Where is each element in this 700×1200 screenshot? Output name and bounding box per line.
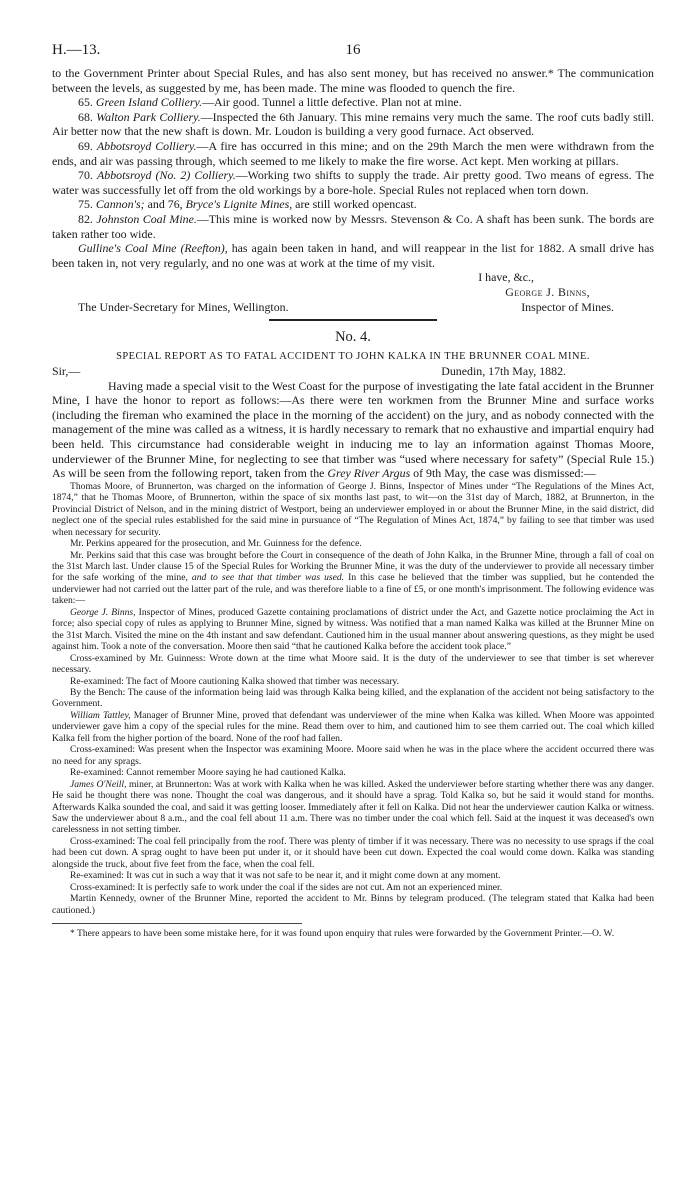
paragraph-mine-75: 75. Cannon's; and 76, Bryce's Lignite Mines, are still worked opencast. — [78, 197, 417, 212]
report-paragraph: Cross-examined by Mr. Guinness: Wrote down at the time what Moore said. It is the duty of the underviewer to see that timber is set wherever necessary. — [52, 652, 654, 676]
paragraph: to the Government Printer about Special Rules, and has also sent money, but has received no answer.* The communication between the levels, as suggested by me, has been made. The mine was flooded to quench the fire. — [52, 66, 654, 95]
dateline: Dunedin, 17th May, 1882. — [441, 364, 566, 379]
footnote-text: * There appears to have been some mistake here, for it was found upon enquiry that rules were forwarded by the Government Printer.—O. W. — [70, 928, 615, 940]
report-paragraph: Re-examined: It was cut in such a way that it was not safe to be near it, and it might come down at any moment. — [70, 870, 501, 882]
report-paragraph: Thomas Moore, of Brunnerton, was charged on the information of George J. Binns, Inspector of Mines under “The Regulations of the Mines Act, 1874,” that he Thomas Moore, of Brunnerton, within the space of six months last past, to wit—on the 31st day of March, 1882, at Brunnerton, in the Provincial District of Nelson, and in the mining district of Westport, being an underviewer employed in or about the Brunner Mine, in the said district, did neglect one of the special rules established for the said mine in pursuance of “The Regulation of Mines Act, 1874,” by failing to see that timber was used when necessary for security. — [52, 480, 654, 538]
report-paragraph: Mr. Perkins said that this case was brought before the Court in consequence of the death of John Kalka, in the Brunner Mine, through a fall of coal on the 31st March last. Under clause 15 of the Special Rules for Working the Brunner Mine, it was the duty of the underviewer to provide all necessary timber for the safe working of the mine, and to see that that timber was used. In this case he believed that the timber was supplied, but he contended the underviewer had not carried out the latter part of the rule, and was therefore liable to a fine of £5, or one month's imprisonment. The following evidence was taken:— — [52, 549, 654, 607]
report-paragraph: Cross-examined: Was present when the Inspector was examining Moore. Moore said when he was in the place where the accident occurred there was no need for any sprags. — [52, 744, 654, 767]
salutation: Sir,— — [52, 364, 81, 379]
report-paragraph: George J. Binns, Inspector of Mines, produced Gazette containing proclamations of district under the Act, and Gazette notice proclaiming the Act in force; also special copy of rules as applying to Brunner Mine, signed by witness. Was notified that a man named Kalka was killed at the Brunner Mine on the 31st March. Visited the mine on the 4th instant and saw defendant. Cautioned him in the usual manner about answering questions, as they might be used against him. Took a note of the conversation. Moore then said “that he cautioned Kalka before the accident took place.” — [52, 606, 655, 653]
report-title: SPECIAL REPORT AS TO FATAL ACCIDENT TO JOHN KALKA IN THE BRUNNER COAL MINE. — [116, 351, 590, 363]
document-page — [52, 40, 654, 939]
newspaper-report — [52, 481, 654, 916]
report-paragraph: William Tattley, Manager of Brunner Mine, proved that defendant was underviewer of the mine when Kalka was killed. When Moore was appointed underviewer gave him a copy of the special rules for the mine. Read them over to him, and cautioned him to see them carried out. The coal which killed Kalka fell from the higher portion of the board. None of the roof had fallen. — [52, 709, 654, 744]
page-header — [52, 40, 654, 66]
signature-block — [52, 270, 654, 314]
section-divider — [269, 319, 437, 321]
paragraph-mine-68: 68. Walton Park Colliery.—Inspected the 6th January. This mine remains very much the same. The roof cuts badly still. Air better now that the new shaft is down. Mr. Loudon is building a very good furnace. Act observed. — [52, 109, 654, 139]
report-paragraph: By the Bench: The cause of the information being laid was through Kalka being killed, and the explanation of the accident not being satisfactory to the Government. — [52, 687, 654, 710]
report-paragraph: Mr. Perkins appeared for the prosecution, and Mr. Guinness for the defence. — [70, 538, 362, 550]
report-paragraph: Re-examined: Cannot remember Moore saying he had cautioned Kalka. — [70, 767, 346, 779]
footnote-divider — [52, 923, 302, 924]
page-number: 16 — [345, 42, 361, 58]
paragraph-mine-65: 65. Green Island Colliery.—Air good. Tunnel a little defective. Plan not at mine. — [78, 95, 462, 110]
paragraph-mine-69: 69. Abbotsroyd Colliery.—A fire has occurred in this mine; and on the 29th March the men were withdrawn from the ends, and air was passing through, which seemed to me likely to make the fire worse. Act kept. Men working at pillars. — [52, 138, 654, 168]
report-paragraph: Cross-examined: It is perfectly safe to work under the coal if the sides are not cut. Am not an experienced miner. — [70, 881, 503, 893]
report-paragraph: Re-examined: The fact of Moore cautioning Kalka showed that timber was necessary. — [70, 675, 400, 687]
signatory-title: Inspector of Mines. — [521, 299, 614, 314]
footnote — [52, 928, 654, 939]
addressee: The Under-Secretary for Mines, Wellington. — [78, 299, 289, 314]
report-code: H.—13. — [52, 42, 101, 58]
paragraph-mine-70: 70. Abbotsroyd (No. 2) Colliery.—Working two shifts to supply the trade. Air pretty good. Two means of egress. The water was successfully let off from the old workings by a bore-hole. Special Rules not replaced when torn down. — [52, 168, 654, 197]
report-paragraph: Martin Kennedy, owner of the Brunner Mine, reported the accident to Mr. Binns by telegram produced. (The telegram stated that Kalka had been cautioned.) — [52, 893, 654, 916]
report-intro: Having made a special visit to the West Coast for the purpose of investigating the late fatal accident in the Brunner Mine, I have the honor to report as follows:—As there were ten workmen from the Brunner Mine and surface works (including the fireman who examined the place in the morning of the accident) on the jury, and as nobody connected with the management of the mine was called as a witness, it is hardly necessary to remark that no exhaustive and impartial enquiry had been held. This circumstance had considerable weight in inducing me to lay an information against Thomas Moore, underviewer of the Brunner Mine, for neglecting to see that timber was “used where necessary for safety” (Special Rule 15.) As will be seen from the following report, taken from the Grey River Argus of 9th May, the case was dismissed:— — [52, 378, 654, 481]
signatory-name: George J. Binns, — [505, 284, 590, 299]
paragraph-gullines: Gulline's Coal Mine (Reefton), has again been taken in hand, and will reappear in the list for 1882. A small drive has been taken in, not very regularly, and no one was at work at the time of my visit. — [52, 241, 654, 270]
section-number: No. 4. — [335, 329, 371, 346]
closing: I have, &c., — [478, 270, 534, 285]
report-paragraph: James O'Neill, miner, at Brunnerton: Was at work with Kalka when he was killed. Asked the underviewer before starting whether there was any danger. He said he thought there was none. Thought the coal was dangerous, and it should have a sprag. Told Kalka so, but he said it would stand for months. Afterwards Kalka sounded the coal, and said it was getting looser. Immediately after it fell on Kalka. Did not hear the underviewer caution Kalka or witness. Saw the underviewer about 8 a.m., and the coal fell about 11 a.m. There was no timber under the coal which fell. Said at the inquest it was deceased's own carelessness in not setting timber. — [52, 778, 654, 836]
section-inspection-notes — [52, 66, 654, 270]
report-paragraph: Cross-examined: The coal fell principally from the roof. There was plenty of timber if it was necessary. There was no necessity to use sprags if the coal had been cut down. A sprag ought to have been put under it, or it should have been cut down. Expected the coal would come down. Kalka was standing alongside the truck, about five feet from the face, when the coal fell. — [52, 835, 654, 870]
paragraph-mine-82: 82. Johnston Coal Mine.—This mine is worked now by Messrs. Stevenson & Co. A shaft has been sunk. The bords are taken rather too wide. — [52, 211, 654, 241]
